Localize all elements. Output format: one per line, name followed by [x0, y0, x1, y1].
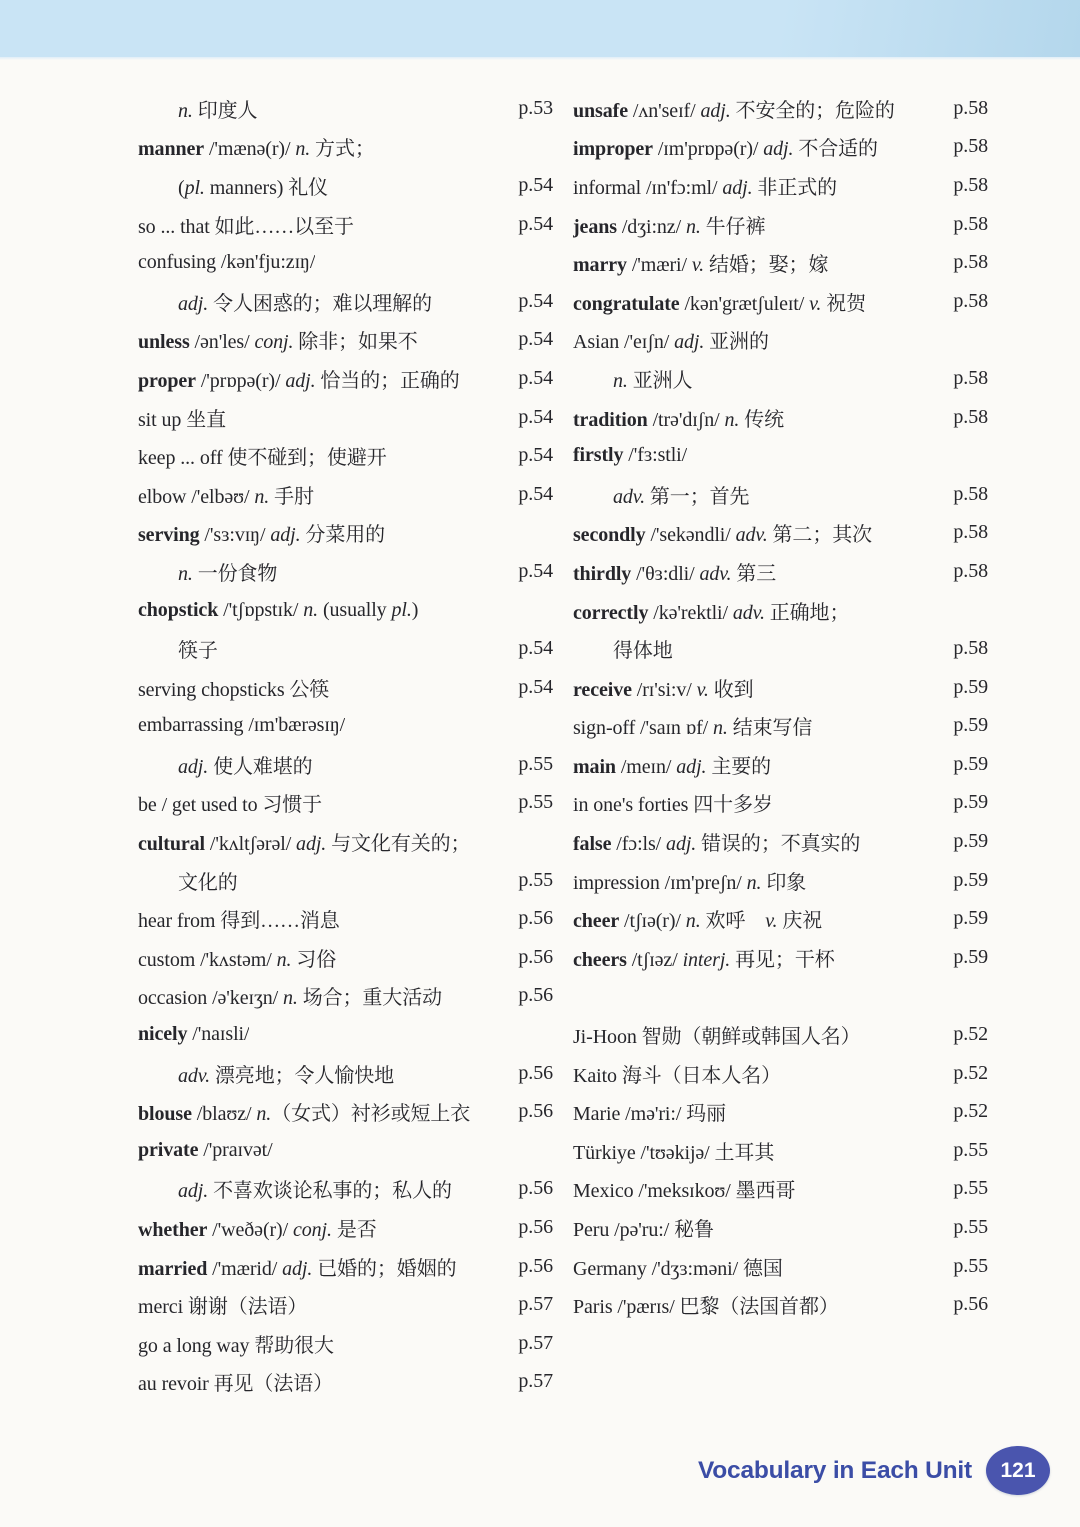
page-ref: p.54 [518, 675, 553, 698]
entry-text: go a long way 帮助很大 [138, 1334, 334, 1357]
page-ref: p.54 [518, 559, 553, 582]
vocab-line [573, 668, 988, 707]
entry-text: adj. 不喜欢谈论私事的；私人的 [178, 1180, 452, 1203]
page-ref: p.56 [518, 907, 553, 930]
page-ref: p.59 [953, 714, 988, 737]
entry-text: Türkiye /'tʊəkijə/ 土耳其 [573, 1141, 775, 1164]
page-ref: p.58 [953, 173, 988, 196]
entry-text: Marie /mə'ri:/ 玛丽 [573, 1103, 726, 1126]
entry-text: cultural /'kʌltʃərəl/ adj. 与文化有关的； [138, 833, 471, 856]
page-ref: p.55 [953, 1177, 988, 1200]
vocab-line [138, 128, 553, 167]
entry-text: in one's forties 四十多岁 [573, 794, 773, 817]
entry-text: sit up 坐直 [138, 408, 226, 431]
vocab-line [138, 591, 553, 630]
entry-text: 文化的 [178, 871, 238, 894]
vocab-line [138, 359, 553, 398]
vocab-line [573, 591, 988, 630]
entry-text: jeans /dʒi:nz/ n. 牛仔裤 [573, 215, 766, 238]
entry-text: elbow /'elbəʊ/ n. 手肘 [138, 485, 314, 508]
vocab-line [138, 707, 553, 746]
entry-text: cheer /tʃɪə(r)/ n. 欢呼 v. 庆祝 [573, 910, 823, 933]
page-ref: p.59 [953, 945, 988, 968]
page-ref: p.58 [953, 289, 988, 312]
page-ref: p.58 [953, 482, 988, 505]
entry-text: blouse /blaʊz/ n.（女式）衬衫或短上衣 [138, 1103, 471, 1126]
vocab-line [573, 938, 988, 977]
page-ref: p.56 [518, 1100, 553, 1123]
entry-text: nicely /'naɪsli/ [138, 1023, 250, 1046]
vocab-line [138, 861, 553, 900]
vocab-line [573, 784, 988, 823]
vocab-line [573, 1170, 988, 1209]
entry-text: firstly /'fɜ:stli/ [573, 444, 688, 467]
entry-text: tradition /trə'dɪʃn/ n. 传统 [573, 408, 785, 431]
entry-text: embarrassing /ɪm'bærəsɪŋ/ [138, 714, 346, 737]
entry-text: custom /'kʌstəm/ n. 习俗 [138, 948, 337, 971]
vocab-line [573, 514, 988, 553]
entry-text: secondly /'sekəndli/ adv. 第二；其次 [573, 524, 873, 547]
entry-text: receive /rɪ'si:v/ v. 收到 [573, 678, 754, 701]
entry-text: proper /'prɒpə(r)/ adj. 恰当的；正确的 [138, 369, 460, 392]
vocab-line [573, 166, 988, 205]
vocab-line [138, 784, 553, 823]
page-ref: p.59 [953, 791, 988, 814]
page-ref: p.52 [953, 1023, 988, 1046]
page-ref: p.59 [953, 830, 988, 853]
page-ref: p.56 [518, 1177, 553, 1200]
entry-text: Mexico /'meksɪkoʊ/ 墨西哥 [573, 1180, 796, 1203]
page-ref: p.58 [953, 405, 988, 428]
page-ref: p.57 [518, 1370, 553, 1393]
vocab-column-right [573, 89, 988, 1324]
vocab-line [138, 1324, 553, 1363]
page-ref: p.58 [953, 135, 988, 158]
page-ref: p.54 [518, 637, 553, 660]
entry-text: chopstick /'tʃɒpstɪk/ n. (usually pl.) [138, 598, 419, 621]
entry-text: n. 一份食物 [178, 562, 278, 585]
entry-text: Asian /'eɪʃn/ adj. 亚洲的 [573, 331, 769, 354]
vocab-line [573, 552, 988, 591]
vocab-line [573, 475, 988, 514]
page-ref: p.58 [953, 637, 988, 660]
vocab-line [138, 398, 553, 437]
page-ref: p.56 [518, 1216, 553, 1239]
vocab-line [573, 1131, 988, 1170]
entry-text: thirdly /'θɜ:dli/ adv. 第三 [573, 562, 777, 585]
entry-text: keep ... off 使不碰到；使避开 [138, 447, 387, 470]
entry-text: manner /'mænə(r)/ n. 方式； [138, 138, 375, 161]
page-ref: p.55 [518, 791, 553, 814]
vocab-line [573, 861, 988, 900]
entry-text: marry /'mæri/ v. 结婚；娶；嫁 [573, 254, 829, 277]
entry-text: serving /'sɜ:vɪŋ/ adj. 分菜用的 [138, 524, 386, 547]
entry-text: merci 谢谢（法语） [138, 1296, 308, 1319]
page-ref: p.59 [953, 868, 988, 891]
entry-text: cheers /tʃɪəz/ interj. 再见；干杯 [573, 948, 835, 971]
page-ref: p.54 [518, 405, 553, 428]
page-ref: p.54 [518, 173, 553, 196]
entry-text: adj. 使人难堪的 [178, 755, 313, 778]
vocab-line [138, 321, 553, 360]
page-ref: p.55 [953, 1138, 988, 1161]
vocab-line [138, 205, 553, 244]
entry-text: Germany /'dʒɜ:məni/ 德国 [573, 1257, 783, 1280]
vocab-line [138, 89, 553, 128]
entry-text: sign-off /'saɪn ɒf/ n. 结束写信 [573, 717, 813, 740]
vocab-line [138, 243, 553, 282]
vocab-line [138, 1131, 553, 1170]
vocab-line [138, 899, 553, 938]
entry-text: confusing /kən'fju:zɪŋ/ [138, 251, 316, 274]
entry-text: whether /'weðə(r)/ conj. 是否 [138, 1219, 377, 1242]
vocab-line [138, 1015, 553, 1054]
vocab-line [138, 745, 553, 784]
page-ref: p.58 [953, 212, 988, 235]
vocab-line [573, 745, 988, 784]
vocab-line [573, 359, 988, 398]
page-ref: p.54 [518, 444, 553, 467]
page-ref: p.56 [953, 1293, 988, 1316]
vocab-line [138, 1170, 553, 1209]
entry-text: improper /ɪm'prɒpə(r)/ adj. 不合适的 [573, 138, 878, 161]
entry-text: be / get used to 习惯于 [138, 794, 323, 817]
vocab-line [573, 321, 988, 360]
entry-text: (pl. manners) 礼仪 [178, 176, 329, 199]
footer-title: Vocabulary in Each Unit [697, 1456, 972, 1484]
page-ref: p.56 [518, 984, 553, 1007]
page-ref: p.54 [518, 328, 553, 351]
entry-text: Ji-Hoon 智勋（朝鲜或韩国人名） [573, 1026, 861, 1049]
vocab-line [138, 1363, 553, 1402]
page-ref: p.54 [518, 366, 553, 389]
entry-text: congratulate /kən'grætʃuleɪt/ v. 祝贺 [573, 292, 867, 315]
vocab-line [573, 205, 988, 244]
vocab-line [138, 822, 553, 861]
footer [698, 1446, 1050, 1495]
vocab-line [573, 899, 988, 938]
page-ref: p.52 [953, 1061, 988, 1084]
vocab-line [138, 282, 553, 321]
page-ref: p.58 [953, 521, 988, 544]
vocab-line [138, 1285, 553, 1324]
vocab-line [138, 166, 553, 205]
vocab-line [138, 668, 553, 707]
entry-text: n. 印度人 [178, 99, 258, 122]
page-ref: p.59 [953, 752, 988, 775]
vocab-line [138, 1247, 553, 1286]
page-ref: p.59 [953, 907, 988, 930]
entry-text: serving chopsticks 公筷 [138, 678, 330, 701]
vocab-line [573, 89, 988, 128]
entry-text: 筷子 [178, 640, 218, 663]
entry-text: adj. 令人困惑的；难以理解的 [178, 292, 432, 315]
vocab-line [573, 243, 988, 282]
vocab-line [573, 707, 988, 746]
vocab-line [573, 1054, 988, 1093]
page-number: 121 [1000, 1458, 1036, 1482]
vocab-line [573, 1247, 988, 1286]
vocab-line [573, 398, 988, 437]
entry-text: hear from 得到……消息 [138, 910, 340, 933]
entry-text: Peru /pə'ru:/ 秘鲁 [573, 1219, 714, 1242]
vocab-line [573, 822, 988, 861]
vocab-column-left [138, 89, 553, 1401]
entry-text: informal /ɪn'fɔ:ml/ adj. 非正式的 [573, 176, 838, 199]
vocab-line [138, 475, 553, 514]
page-ref: p.59 [953, 675, 988, 698]
page-ref: p.56 [518, 1254, 553, 1277]
entry-text: n. 亚洲人 [613, 369, 693, 392]
page-ref: p.56 [518, 1061, 553, 1084]
vocab-line [138, 1092, 553, 1131]
vocab-line [573, 1285, 988, 1324]
page-ref: p.53 [518, 96, 553, 119]
entry-text: so ... that 如此……以至于 [138, 215, 354, 238]
entry-text: private /'praɪvət/ [138, 1138, 273, 1161]
page-ref: p.58 [953, 251, 988, 274]
vocab-line [573, 629, 988, 668]
page-ref: p.55 [518, 752, 553, 775]
entry-text: impression /ɪm'preʃn/ n. 印象 [573, 871, 807, 894]
page-ref: p.58 [953, 96, 988, 119]
page-ref: p.54 [518, 482, 553, 505]
blank-line [573, 977, 988, 1016]
entry-text: main /meɪn/ adj. 主要的 [573, 755, 772, 778]
entry-text: adv. 第一；首先 [613, 485, 750, 508]
entry-text: au revoir 再见（法语） [138, 1373, 334, 1396]
page-ref: p.58 [953, 366, 988, 389]
entry-text: 得体地 [613, 640, 673, 663]
vocab-line [138, 629, 553, 668]
vocab-line [138, 977, 553, 1016]
vocab-line [138, 1208, 553, 1247]
page-ref: p.57 [518, 1331, 553, 1354]
page-ref: p.54 [518, 289, 553, 312]
entry-text: occasion /ə'keɪʒn/ n. 场合；重大活动 [138, 987, 442, 1010]
entry-text: unless /ən'les/ conj. 除非；如果不 [138, 331, 418, 354]
vocab-line [138, 552, 553, 591]
page-ref: p.55 [953, 1254, 988, 1277]
page-ref: p.55 [953, 1216, 988, 1239]
entry-text: false /fɔ:ls/ adj. 错误的；不真实的 [573, 833, 861, 856]
page-ref: p.57 [518, 1293, 553, 1316]
page-ref: p.55 [518, 868, 553, 891]
vocab-line [138, 1054, 553, 1093]
page-number-badge [986, 1446, 1050, 1495]
entry-text: adv. 漂亮地；令人愉快地 [178, 1064, 394, 1087]
entry-text: unsafe /ʌn'seɪf/ adj. 不安全的；危险的 [573, 99, 895, 122]
header-band [0, 0, 1080, 57]
entry-text: Paris /'pærɪs/ 巴黎（法国首都） [573, 1296, 839, 1319]
vocab-line [573, 282, 988, 321]
vocab-line [573, 128, 988, 167]
vocab-line [138, 938, 553, 977]
entry-text: Kaito 海斗（日本人名） [573, 1064, 782, 1087]
page-ref: p.58 [953, 559, 988, 582]
vocab-line [138, 436, 553, 475]
vocab-line [573, 436, 988, 475]
vocab-line [573, 1015, 988, 1054]
vocab-line [573, 1208, 988, 1247]
entry-text: married /'mærid/ adj. 已婚的；婚姻的 [138, 1257, 457, 1280]
page-ref: p.52 [953, 1100, 988, 1123]
entry-text: correctly /kə'rektli/ adv. 正确地； [573, 601, 850, 624]
vocab-line [573, 1092, 988, 1131]
vocab-line [138, 514, 553, 553]
page-ref: p.54 [518, 212, 553, 235]
page-ref: p.56 [518, 945, 553, 968]
